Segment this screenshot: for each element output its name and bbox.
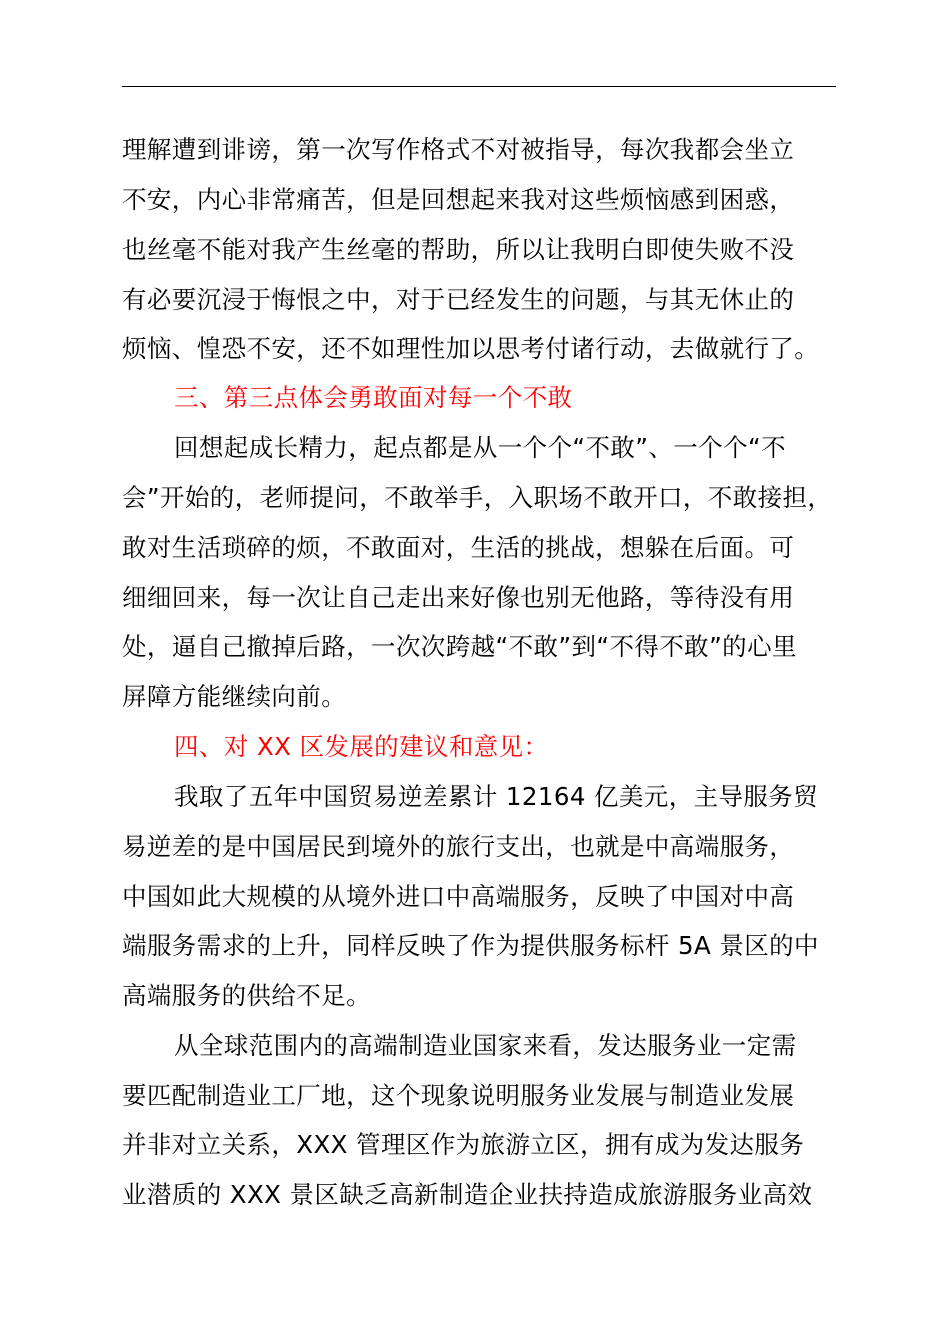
body-line: 回想起成长精力，起点都是从一个个“不敢”、一个个“不 bbox=[174, 433, 786, 462]
body-line: 处，逼自己撤掉后路，一次次跨越“不敢”到“不得不敢”的心里 bbox=[122, 632, 797, 661]
body-line: 不安，内心非常痛苦，但是回想起来我对这些烦恼感到困惑， bbox=[122, 185, 795, 214]
body-line: 敢对生活琐碎的烦，不敢面对，生活的挑战，想躲在后面。可 bbox=[122, 533, 795, 562]
body-line: 端服务需求的上升，同样反映了作为提供服务标杆 5A 景区的中 bbox=[122, 931, 819, 960]
body-line: 中国如此大规模的从境外进口中高端服务，反映了中国对中高 bbox=[122, 882, 795, 911]
body-line: 高端服务的供给不足。 bbox=[122, 981, 371, 1010]
section-heading-4: 四、对 XX 区发展的建议和意见： bbox=[174, 732, 549, 761]
body-line: 也丝毫不能对我产生丝毫的帮助，所以让我明白即使失败不没 bbox=[122, 235, 795, 264]
body-line: 细细回来，每一次让自己走出来好像也别无他路，等待没有用 bbox=[122, 583, 795, 612]
body-line: 从全球范围内的高端制造业国家来看，发达服务业一定需 bbox=[174, 1031, 797, 1060]
body-line: 并非对立关系，XXX 管理区作为旅游立区，拥有成为发达服务 bbox=[122, 1130, 805, 1159]
body-line: 易逆差的是中国居民到境外的旅行支出，也就是中高端服务， bbox=[122, 832, 795, 861]
section-heading-3: 三、第三点体会勇敢面对每一个不敢 bbox=[174, 383, 573, 412]
body-line: 业潜质的 XXX 景区缺乏高新制造企业扶持造成旅游服务业高效 bbox=[122, 1180, 813, 1209]
header-rule bbox=[122, 86, 836, 87]
body-line: 烦恼、惶恐不安，还不如理性加以思考付诸行动，去做就行了。 bbox=[122, 334, 820, 363]
body-line: 要匹配制造业工厂地，这个现象说明服务业发展与制造业发展 bbox=[122, 1081, 795, 1110]
body-line: 会”开始的，老师提问，不敢举手，入职场不敢开口，不敢接担， bbox=[122, 483, 833, 512]
body-line: 理解遭到诽谤，第一次写作格式不对被指导，每次我都会坐立 bbox=[122, 135, 795, 164]
body-line: 我取了五年中国贸易逆差累计 12164 亿美元，主导服务贸 bbox=[174, 782, 819, 811]
body-line: 有必要沉浸于悔恨之中，对于已经发生的问题，与其无休止的 bbox=[122, 285, 795, 314]
body-line: 屏障方能继续向前。 bbox=[122, 682, 347, 711]
